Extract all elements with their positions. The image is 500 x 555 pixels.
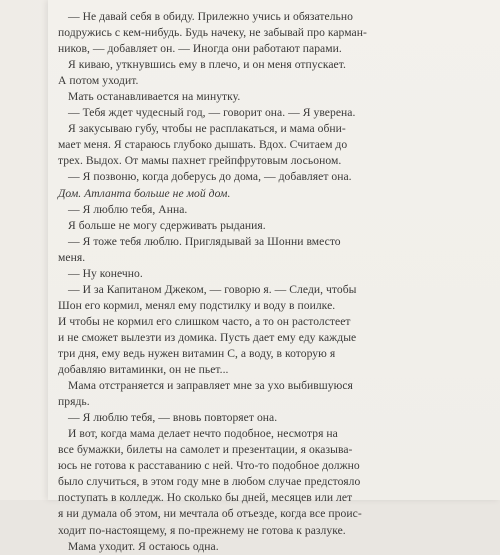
text-line: — Я позвоню, когда доберусь до дома, — добавляет она.	[68, 170, 352, 184]
text-line: Я больше не могу сдерживать рыдания.	[68, 218, 266, 232]
text-line: ходит по-настоящему, я по-прежнему не готова к разлуке.	[58, 523, 346, 537]
text-line: ников, — добавляет он. — Иногда они работают парами.	[58, 42, 342, 56]
text-line: я ни думала об этом, ни мечтала об отъезде, когда все проис-	[58, 507, 362, 521]
text-line: И чтобы не кормил его слишком часто, а то он растолстеет	[58, 314, 351, 328]
text-line: мает меня. Я стараюсь глубоко дышать. Вдох. Считаем до	[58, 138, 348, 152]
text-line: было случиться, в этом году мне в любом случае предстояло	[58, 475, 361, 489]
text-line: трех. Выдох. От мамы пахнет грейпфрутовым лосьоном.	[58, 154, 342, 168]
text-line: — Не давай себя в обиду. Прилежно учись и обязательно	[68, 10, 353, 23]
text-line: добавляю витаминки, он не пьет...	[58, 363, 229, 377]
text-line: И вот, когда мама делает нечто подобное, несмотря на	[68, 427, 338, 441]
text-line: и не сможет вылезти из домика. Пусть дает ему еду каждые	[58, 330, 357, 344]
text-line: — И за Капитаном Джеком, — говорю я. — Следи, чтобы	[68, 282, 357, 296]
text-line: все бумажки, билеты на самолет и презентации, я оказыва-	[58, 443, 353, 457]
page-text	[58, 9, 418, 555]
bleed-through-text	[428, 0, 500, 500]
text-line: Я киваю, уткнувшись ему в плечо, и он меня отпускает.	[68, 58, 346, 72]
text-line: — Ну конечно.	[68, 266, 143, 280]
text-line: — Я люблю тебя, Анна.	[68, 202, 188, 216]
text-line: три дня, ему ведь нужен витамин С, а воду, в которую я	[58, 346, 336, 360]
text-line: Мама отстраняется и заправляет мне за ухо выбившуюся	[68, 379, 353, 393]
text-line: подружись с кем-нибудь. Будь начеку, не забывай про карман-	[58, 26, 367, 40]
text-line: Дом. Атланта больше не мой дом.	[58, 186, 231, 200]
text-line: Мать останавливается на минутку.	[68, 90, 241, 104]
text-line: поступать в колледж. Но сколько бы дней, месяцев или лет	[58, 491, 353, 505]
text-line: А потом уходит.	[58, 74, 139, 88]
text-line: — Я люблю тебя, — вновь повторяет она.	[68, 411, 278, 425]
text-line: Шон его кормил, менял ему подстилку и воду в поилке.	[58, 298, 336, 312]
text-line: юсь не готова к расставанию с ней. Что-то подобное должно	[58, 459, 360, 473]
text-line: — Тебя ждет чудесный год, — говорит она. — Я уверена.	[68, 106, 356, 120]
text-line: Мама уходит. Я остаюсь одна.	[68, 539, 219, 553]
text-line: Я закусываю губу, чтобы не расплакаться, и мама обни-	[68, 122, 346, 136]
text-line: — Я тоже тебя люблю. Приглядывай за Шонни вместо	[68, 234, 341, 248]
text-line: прядь.	[58, 395, 90, 409]
text-line: меня.	[58, 250, 86, 264]
